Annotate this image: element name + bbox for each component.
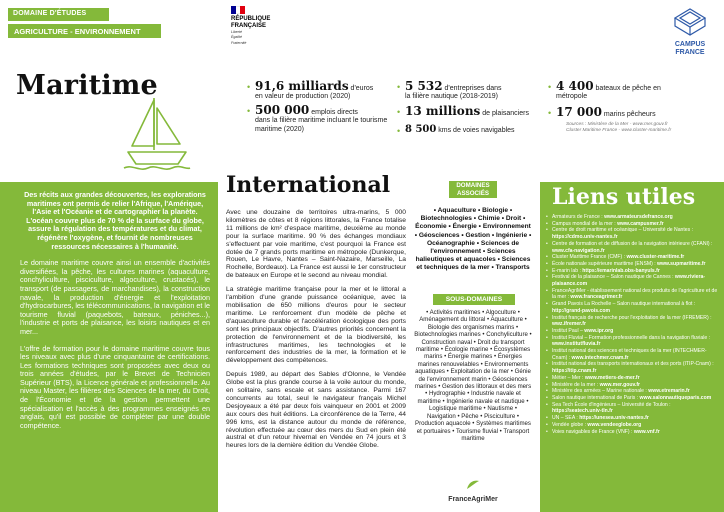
source-line-1: Sources : Ministère de la Mer - www.mer.gouv.fr — [566, 122, 668, 127]
stat-value: 5 532 — [405, 79, 443, 93]
link-url[interactable]: www.institutfluvia.fr — [552, 341, 601, 348]
international-paragraph-2: La stratégie maritime française pour la mer et le littoral a l'ambition d'une grande puissance océanique, avec la mobilisation de 650 millions d'euros pour le secteur maritime. Le renforcement d'un modèle de pêche et d'aquaculture durable et l'accélération écologique des ports sont les principaux objectifs. D'autres priorités concernent la protection de l'environnement et de la biodiversité, les infrastructures maritimes, les technologies et le renforcement des industries de la mer, la formation et le développement des compétences. — [226, 286, 406, 365]
stat-unit: marins pêcheurs — [603, 111, 656, 118]
link-url[interactable]: www.cfa-navigation.fr — [552, 247, 605, 254]
bullet-icon: • — [548, 108, 552, 118]
link-url[interactable]: www.metiers-de-mer.fr — [584, 374, 640, 381]
bullet-icon: • — [247, 106, 251, 116]
link-label: Sea Tech École d'ingénieurs – Université de Toulon : — [552, 401, 671, 408]
link-url[interactable]: www.salonnautiqueparis.com — [639, 394, 712, 401]
stat-value: 4 400 — [556, 79, 594, 93]
intro-lead: Des récits aux grandes découvertes, les explorations maritimes ont permis de relier l'Afrique, l'Amérique, l'Asie et l'Océanie et de cartographier la planète. L'océan couvre plus de 70 % de la surface du globe, assure la régulation des températures et du climat, régénère l'oxygène, et fournit de nombreuses ressources nécessaires à l'humanité. — [24, 190, 206, 251]
rf-motto-1: Liberté — [231, 30, 242, 35]
link-label: Institut national des sciences et techniques de la mer (INTECHMER-Cnam) : — [552, 348, 707, 361]
campus-france-emblem-icon — [673, 6, 707, 36]
stat-bateaux — [548, 79, 676, 102]
link-item[interactable] — [546, 388, 718, 395]
stat-desc: dans la filière maritime incluant le tourisme maritime (2020) — [255, 117, 388, 133]
link-label: Festival de la plaisance – Salon nautique de Cannes : — [552, 274, 675, 281]
page-title: Maritime — [16, 70, 158, 101]
link-url[interactable]: http://grand-pavois.com — [552, 307, 611, 314]
link-item[interactable] — [546, 348, 718, 361]
republique-francaise-logo — [231, 6, 291, 45]
link-url[interactable]: www.vnf.fr — [633, 428, 660, 435]
link-label: Cluster Maritime France (CMF) : — [552, 254, 627, 261]
french-flag-icon — [231, 6, 245, 14]
stat-value: 500 000 — [255, 103, 310, 117]
international-paragraph-3: Depuis 1989, au départ des Sables d'Olonne, le Vendée Globe est la plus grande course à la voile autour du monde, en solitaire, sans escale et sans assistance. Parmi 167 concurrents au total, seul le navigateur français Michel Desjoyeaux a été par deux fois vainqueur en 2001 et 2009 aux cours des huit éditions. La circonférence de la Terre, 44 996 kms, est la distance autour du monde de référence, révolution effectuée au cœur des mers du Sud en plein été austral et d'un retour hivernal en Vendée en 74 jours et 3 heures lors de la dernière édition du Vendée Globe. — [226, 371, 406, 450]
link-url[interactable]: www.vendeeglobe.org — [587, 421, 642, 428]
intro-paragraph-2: L'offre de formation pour le domaine maritime couvre tous les niveaux avec plus d'une cinquantaine de certifications. Les formations techniques sont proposées avec deux ou trois années d'études, par le Brevet de Technicien Supérieur (BTS), la Licence générale et professionnelle. Au niveau Master, les filières des Sciences de la mer, du Droit, de l'Économie et de la gestion permettent une spécialisation et l'accès à des programmes enseignés en anglais, qu'il est possible de compléter par une double compétence. — [20, 343, 210, 430]
link-item[interactable] — [546, 227, 718, 240]
link-label: UN – SEA : — [552, 415, 580, 422]
international-paragraph-1: Avec une douzaine de territoires ultra-marins, 5 000 kilomètres de côtes et 8 régions littorales, la France totalise 11 millions de km² d'espace maritime, deuxième au monde pour la surface maritime. 90 % des échanges mondiaux s'effectuent par voie maritime, c'est pourquoi la France est dotée de 7 grands ports maritime en métropole (Dunkerque, Rouen, Le Havre, Nantes – Saint-Nazaire, Marseille, La Rochelle, Bordeaux). La France est aussi le 1er constructeur de bateaux en Europe et le second au niveau mondial. — [226, 209, 406, 280]
domaines-heading-line1: DOMAINES — [456, 182, 490, 189]
stat-production — [247, 79, 385, 102]
stat-value: 91,6 milliards — [255, 79, 349, 93]
international-heading: International — [226, 172, 391, 198]
liens-list — [546, 214, 718, 435]
domaines-list: • Aquaculture • Biologie • Biotechnologies • Chimie • Droit • Économie • Énergie • Environnement • Géosciences • Gestion • Ingénierie • Océanographie • Sciences de l'environnement • Sciences halieutiques et aquacoles • Sciences et techniques de la mer • Transports — [414, 207, 532, 272]
link-item[interactable] — [546, 375, 718, 382]
stat-value: 17 000 — [556, 105, 602, 119]
domaines-heading-line2: ASSOCIÉS — [457, 189, 489, 197]
stat-voies — [397, 124, 545, 136]
link-url[interactable]: https://emarinlab.obs-banyuls.fr — [582, 267, 660, 274]
stat-unit: emplois directs — [311, 109, 358, 116]
link-label: Salon nautique international de Paris : — [552, 394, 640, 401]
link-label: Centre de formation et de diffusion de la navigation intérieure (CFANI) : — [552, 240, 713, 247]
rf-motto-3: Fraternité — [231, 40, 247, 45]
link-url[interactable]: www.ipr.org — [584, 327, 614, 334]
link-item[interactable] — [546, 288, 718, 301]
sous-domaines-list: • Activités maritimes • Algoculture • Aménagement du littoral • Aquaculture • Biologie des organismes marins • Biotechnologies marines • Conchyliculture • Construction naval • Droit du transport maritime • Écologie marine • Écosystèmes marins • Énergie marines • Énergies marines renouvelables • Environnements aquatiques • Exploitation de la mer • Génie de l'environnement marin • Géosciences marines • Gestion des littoraux et des mers • Hydrographie • Industrie navale et maritime • Ingénierie navale et nautique • Logistique maritime • Nautisme • Navigation • Pêche • Pisciculture • Production aquacole • Systèmes maritimes et portuaires • Tourisme fluvial • Transport maritime — [414, 309, 532, 442]
link-item[interactable] — [546, 261, 718, 268]
source-line-2: Cluster Maritime France - www.cluster-maritime.fr — [566, 128, 672, 133]
link-url[interactable]: https://seatech.univ-tln.fr — [552, 408, 613, 415]
sous-domaines-heading: SOUS-DOMAINES — [433, 294, 515, 305]
link-item[interactable] — [546, 415, 718, 422]
stat-unit: de plaisanciers — [482, 110, 529, 117]
franceagrimer-text: FranceAgriMer — [448, 496, 498, 503]
link-label: Métier – Mer : — [552, 374, 585, 381]
campus-france-logo — [664, 6, 716, 56]
link-label: FranceAgriMer - établissement national des produits de l'agriculture et de la mer : — [552, 287, 718, 301]
link-label: Voies navigables de France (VNF) : — [552, 428, 634, 435]
link-item[interactable] — [546, 315, 718, 328]
link-item[interactable] — [546, 214, 718, 221]
link-item[interactable] — [546, 241, 718, 254]
link-url[interactable]: www.mer.gouv.fr — [599, 381, 641, 388]
stat-value: 13 millions — [405, 104, 481, 118]
stat-desc: la filière nautique (2018-2019) — [405, 93, 499, 101]
link-label: Institut Paul – — [552, 327, 585, 334]
link-url[interactable]: https://itip.cnam.fr — [552, 368, 597, 375]
stat-desc: en valeur de production (2020) — [255, 93, 351, 101]
campus-france-line1: CAMPUS — [674, 41, 706, 48]
rf-motto-2: Égalité — [231, 35, 242, 40]
link-url[interactable]: https://unesea.univ-nantes.fr — [579, 415, 649, 422]
link-item[interactable] — [546, 268, 718, 275]
bullet-icon: • — [548, 82, 552, 92]
link-url[interactable]: www.intechmer.cnam.fr — [571, 354, 629, 361]
franceagrimer-logo — [437, 478, 509, 503]
intro-column — [0, 182, 218, 512]
link-item[interactable] — [546, 402, 718, 415]
link-url[interactable]: www.armateursdefrance.org — [604, 214, 673, 220]
link-item[interactable] — [546, 382, 718, 389]
link-url[interactable]: www.supmaritime.fr — [657, 260, 706, 267]
stat-emplois — [247, 103, 395, 134]
link-url[interactable]: www.etremarin.fr — [648, 388, 690, 395]
stat-entreprises — [397, 79, 535, 102]
link-item[interactable] — [546, 221, 718, 228]
bullet-icon: • — [397, 107, 401, 117]
link-label: Institut national des transports internationaux et des ports (ITIP-Cnam) : — [552, 361, 714, 368]
campus-france-line2: FRANCE — [675, 48, 705, 56]
link-url[interactable]: www.franceagrimer.fr — [570, 294, 623, 301]
link-url[interactable]: www.riviera-plaisance.com — [552, 274, 706, 288]
rf-line2: FRANÇAISE — [231, 22, 267, 29]
bullet-icon: • — [247, 82, 251, 92]
link-item[interactable] — [546, 422, 718, 429]
stat-plaisanciers — [397, 104, 545, 118]
intro-paragraph-1: Le domaine maritime couvre ainsi un ensemble d'activités diversifiées, la pêche, les cultures marines (aquaculture, conchyliculture, pisciculture, algoculture, crustacés), le transport (de passagers, de marchandises), la construction navale, la production d'énergie et l'exploitation d'hydrocarbures, les télécommunications, la navigation et le tourisme fluvial (paquebots, bateaux, péniches...), l'industrie et ports de plaisance, les loisirs nautiques et en mer... — [20, 258, 210, 336]
sailboat-illustration-icon — [122, 94, 192, 172]
stat-desc: métropole — [556, 93, 588, 101]
domain-tag-label: DOMAINE D'ÉTUDES — [8, 8, 109, 21]
stat-unit: bateaux de pêche en — [595, 85, 661, 92]
link-label: École nationale supérieure maritime (ENSM) : — [552, 260, 658, 267]
link-label: Campus mondial de la mer : — [552, 220, 618, 227]
link-item[interactable] — [546, 274, 718, 287]
liens-heading: Liens utiles — [552, 184, 696, 210]
link-label: Grand Pavois La Rochelle – Salon nautique international à flot : — [552, 301, 696, 308]
link-url[interactable]: www.campusmer.fr — [617, 220, 664, 227]
link-label: Vendée globe : — [552, 421, 588, 428]
stat-unit: d'entreprises dans — [444, 85, 502, 92]
link-label: Institut Fluvial – Formation professionnelle dans la navigation fluviale : — [552, 334, 710, 341]
rf-line1: RÉPUBLIQUE — [231, 16, 271, 22]
franceagrimer-emblem-icon — [465, 479, 481, 491]
domain-tag-value: AGRICULTURE - ENVIRONNEMENT — [8, 24, 161, 38]
link-label: E-marin lab : — [552, 267, 583, 274]
bullet-icon: • — [397, 126, 401, 136]
stat-value: 8 500 — [405, 124, 437, 135]
link-url[interactable]: https://cdmo.univ-nantes.fr — [552, 234, 618, 241]
bullet-icon: • — [397, 82, 401, 92]
international-body — [226, 209, 406, 456]
link-item[interactable] — [546, 395, 718, 402]
link-item[interactable] — [546, 328, 718, 335]
link-label: Armateurs de France : — [552, 214, 605, 220]
stat-unit: d'euros — [350, 85, 374, 92]
link-url[interactable]: wwz.ifremer.fr — [552, 321, 586, 328]
link-item[interactable] — [546, 301, 718, 314]
link-url[interactable]: www.cluster-maritime.fr — [626, 254, 685, 261]
sources-note — [566, 122, 671, 134]
domaines-heading — [449, 181, 497, 198]
link-item[interactable] — [546, 335, 718, 348]
link-item[interactable] — [546, 361, 718, 374]
link-item[interactable] — [546, 254, 718, 261]
link-label: Ministère des armées – Marine nationale : — [552, 388, 649, 395]
link-item[interactable] — [546, 429, 718, 436]
stat-marins — [548, 105, 696, 119]
link-label: Institut français de recherche pour l'exploitation de la mer (IFREMER) : — [552, 314, 712, 321]
link-label: Ministère de la mer : — [552, 381, 600, 388]
link-label: Centre de droit maritime et océanique – Université de Nantes : — [552, 227, 693, 234]
stat-unit: kms de voies navigables — [438, 127, 515, 134]
